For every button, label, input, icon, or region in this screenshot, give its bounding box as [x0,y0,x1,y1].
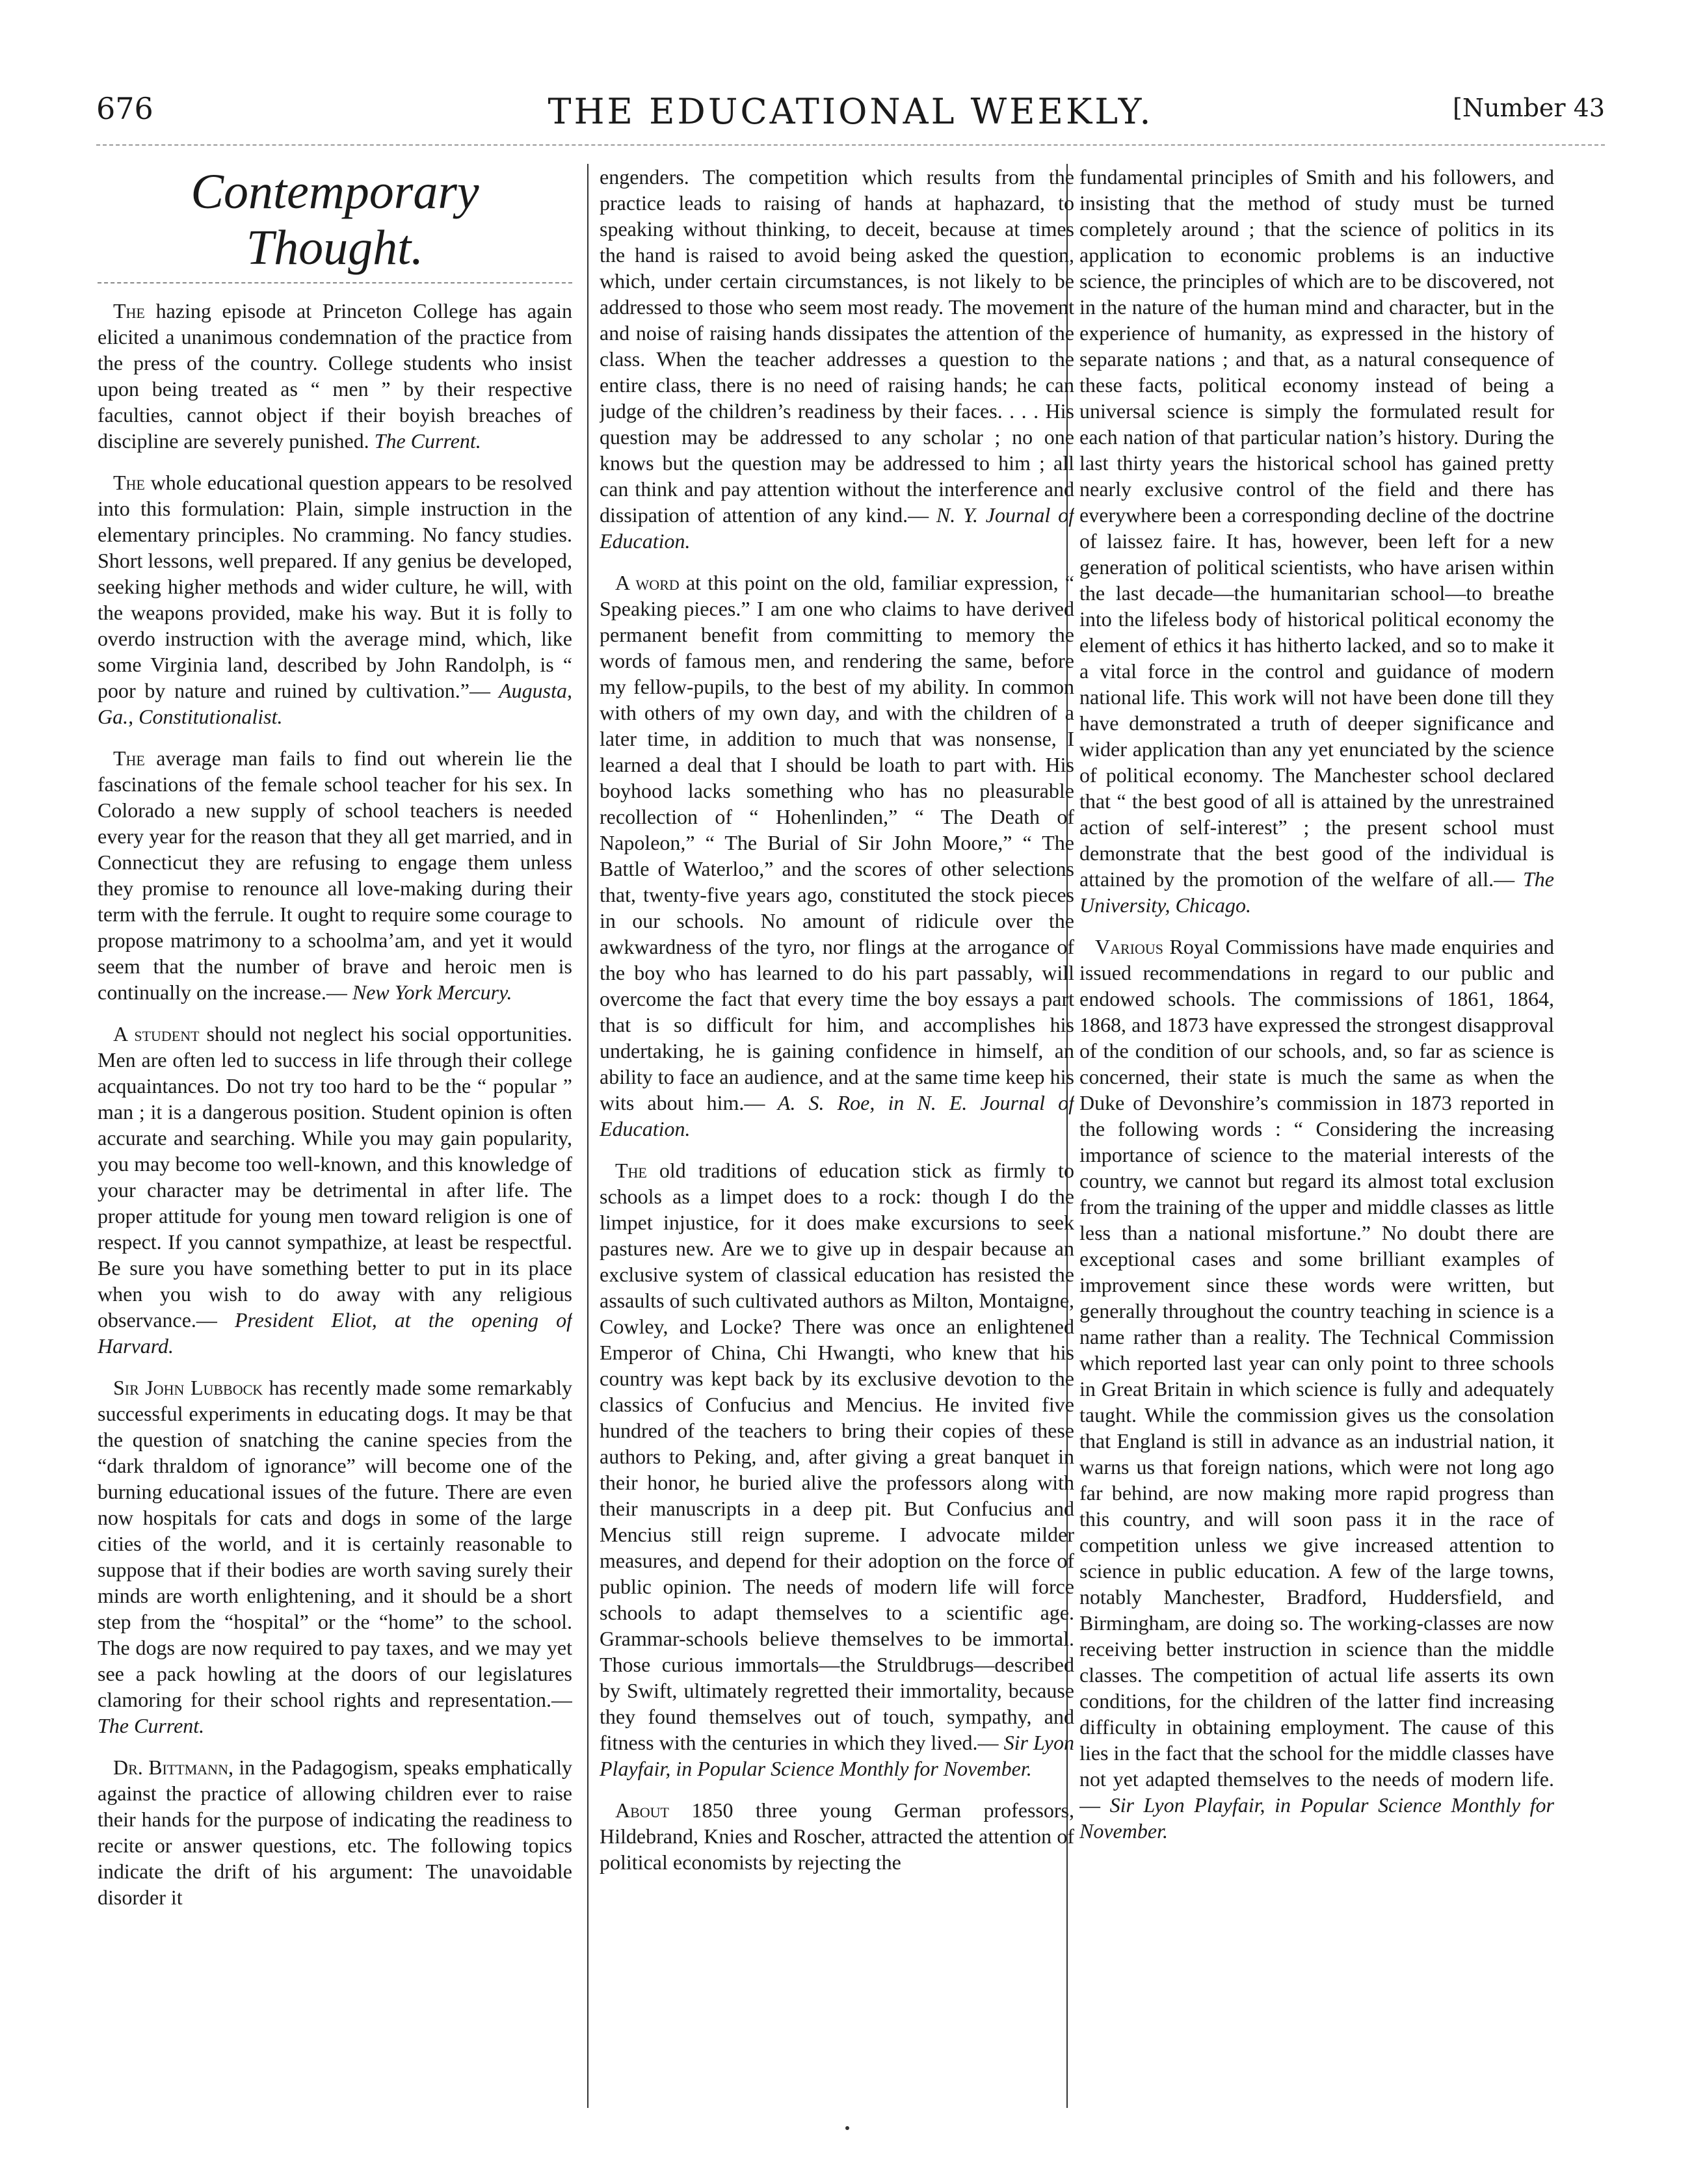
article-paragraph [1079,934,1554,1844]
article-lead: Various [1095,935,1164,958]
article-text: hazing episode at Princeton College has again elicited a unanimous condemnation of the practice from the press of the country. College students who insist upon being treated as “ men ” by their respective faculties, cannot object if their boyish breaches of discipline are severely punished. [98,299,572,453]
article-paragraph [98,1375,572,1739]
column-1 [98,164,572,2114]
article-paragraph [98,1754,572,1910]
article-lead: The [113,746,145,770]
article-lead: The [615,1159,647,1182]
article-lead: A word [615,571,680,594]
running-title: THE EDUCATIONAL WEEKLY. [548,91,1154,132]
article-text: engenders. The competition which results from the practice leads to raising of hands at haphazard, to speaking without thinking, to deceit, because at times the hand is raised to avoid being asked the question, which, under certain circumstances, is not likely to be addressed to those who seem most ready. The movement and noise of raising hands dissipates the attention of the class. When the teacher addresses a question to the entire class, there is no need of raising hands; he can judge of the children’s readiness by their faces. . . . His question may be addressed to any scholar ; no one knows but the question may be addressed to him ; all can think and pay attention without the interference and dissipation of attention of any kind.— [600,165,1074,527]
article-paragraph [98,469,572,730]
article-source: A. S. Roe, in N. E. Journal of Education. [600,1091,1074,1140]
article-text: has recently made some remarkably successful experiments in educating dogs. It may be that the question of snatching the canine species from the “dark thraldom of ignorance” will become one of the burning educational issues of the future. There are even now hospitals for cats and dogs in some of the large cities of the world, and it is certainly reasonable to suppose that if their bodies are worth saving surely their minds are worth enlightening, and it should be a short step from the “hospital” or the “home” to the school. The dogs are now required to pay taxes, and we may yet see a pack howling at the doors of our legislatures clamoring for their school rights and representation.— [98,1376,572,1711]
article-text: at this point on the old, familiar expression, “ Speaking pieces.” I am one who claims to have derived permanent benefit from committing to memory the words of famous men, and rendering the same, before my fellow-pupils, to the best of my ability. In common with others of my own day, and with the children of a later time, in addition to much that was nonsense, I learned a deal that I should be loath to part with. His boyhood lacks something who has no pleasurable recollection of “ Hohenlinden,” “ The Death of Napoleon,” “ The Burial of Sir John Moore,” “ The Battle of Waterloo,” and the scores of other selections that, twenty-five years ago, constituted the stock pieces in our schools. No amount of ridicule over the awkwardness of the tyro, nor flings at the arrogance of the boy who has learned to do his part passably, will overcome the fact that every time the boy essays a part that is so difficult for him, and accomplishes his undertaking, he is gaining confidence in himself, an ability to face an audience, and at the same time keep his wits about him.— [600,571,1074,1114]
article-text: Royal Commissions have made enquiries and issued recommendations in regard to our public and endowed schools. The commissions of 1861, 1864, 1868, and 1873 have expressed the strongest disapproval of the condition of our schools, and, so far as science is concerned, their state is much the same as when the Duke of Devonshire’s commission in 1873 reported in the following words : “ Considering the increasing importance of science to the material interests of the country, we cannot but regard its almost total exclusion from the training of the upper and middle classes as little less than a national misfortune.” No doubt there are exceptional cases and some brilliant examples of improvement since these words were written, but generally throughout the country teaching in science is a name rather than a reality. The Technical Commission which reported last year can only point to three schools in Great Britain in which science is fully and adequately taught. While the commission gives us the consolation that England is still in advance as an industrial nation, it warns us that foreign nations, which were not long ago far behind, are now making more rapid progress than this country, and will soon pass it in the race of competition unless we give increased attention to science in public education. A few of the large towns, notably Manchester, Bradford, Huddersfield, and Birmingham, are doing so. The working-classes are now receiving better instruction in science than the middle classes. The competition of actual life asserts its own conditions, for the children of the latter find increasing difficulty in obtaining employment. The cause of this lies in the fact that the school for the middle classes have not yet adapted themselves to the needs of modern life.— [1079,935,1554,1817]
article-text: average man fails to find out wherein lie the fascinations of the female school teacher for his sex. In Colorado a new supply of school teachers is needed every year for the reason that they all get married, and in Connecticut they are refusing to engage them unless they promise to renounce all love-making during their term with the ferrule. It ought to require some courage to propose matrimony to a schoolma’am, and yet it would seem that the number of brave and heroic men is continually on the increase.— [98,746,572,1004]
page-number: 676 [96,91,153,126]
page-header [96,91,1605,137]
header-rule [96,144,1605,146]
column-2 [600,164,1074,2114]
article-paragraph [600,1797,1074,1875]
article-source: The Current. [369,429,481,453]
article-source: Sir Lyon Playfair, in Popular Science Monthly for November. [600,1731,1074,1780]
article-paragraph [98,1021,572,1359]
section-rule [98,282,572,283]
article-text: should not neglect his social opportunities. Men are often led to success in life through their college acquaintances. Do not try too hard to be the “ popular ” man ; it is a dangerous position. Student opinion is often accurate and searching. While you may gain popularity, you may become too well-known, and this knowledge of your character may be detrimental in after life. The proper attitude for young men toward religion is one of respect. If you cannot sympathize, at least be respectful. Be sure you have something better to put in its place when you wish to do away with any religious observance.— [98,1022,572,1332]
article-source: New York Mercury. [347,980,512,1004]
article-paragraph [98,745,572,1005]
article-source: N. Y. Journal of Education. [600,503,1074,553]
section-title: Contemporary Thought. [191,164,479,275]
article-text: fundamental principles of Smith and his followers, and insisting that the method of study must be turned completely around ; that the science of politics in its application to economic problems is an inductive science, the principles of which are to be discovered, not in the nature of the human mind and character, but in the experience of humanity, as expressed in the history of separate nations ; and that, as a natural consequence of these facts, political economy instead of being a universal science is simply the formulated result for each nation of that particular nation’s history. During the last thirty years the historical school has gained pretty nearly exclusive control of the field and there has everywhere been a corresponding decline of the doctrine of laissez faire. It has, however, been left for a new generation of political scientists, who have arisen within the last decade—the humanitarian school—to breathe into the lifeless body of historical political economy the element of ethics it has hitherto lacked, and so to make it a vital force in the control and guidance of modern national life. This work will not have been done till they have demonstrated a truth of deeper significance and wider application than any yet enunciated by the science of political economy. The Manchester school declared that “ the best good of all is attained by the unrestrained action of self-interest” ; the present school must demonstrate that the best good of the individual is attained by the promotion of the welfare of all.— [1079,165,1554,891]
article-paragraph [600,164,1074,554]
article-source: The University, Chicago. [1079,867,1554,917]
article-lead: A student [113,1022,200,1046]
column-3-body [1079,164,1554,1844]
column-2-body [600,164,1074,1875]
article-lead: About [615,1798,669,1822]
article-lead: Sir John Lubbock [113,1376,263,1399]
article-paragraph [1079,164,1554,918]
article-source: The Current. [98,1714,205,1737]
column-3 [1079,164,1554,2114]
article-text: old traditions of education stick as firmly to schools as a limpet does to a rock: though I do the limpet injustice, for it does make excursions to seek pastures new. Are we to give up in despair because an exclusive system of classical education has resisted the assaults of such cultivated authors as Milton, Montaigne, Cowley, and Locke? There was once an enlightened Emperor of China, Chi Hwangti, who knew that his country was kept back by its exclusive devotion to the classics of Confucius and Mencius. He invited five hundred of the teachers to bring their copies of these authors to Peking, and, after giving a great banquet in their honor, he buried alive the professors along with their manuscripts in a deep pit. But Confucius and Mencius still reign supreme. I advocate milder measures, and depend for their adoption on the force of public opinion. The needs of modern life will force schools to adapt themselves to a scientific age. Grammar-schools believe themselves to be immortal. Those curious immortals—the Struldbrugs—described by Swift, ultimately regretted their immortality, because they found themselves out of touch, sympathy, and fitness with the centuries in which they lived.— [600,1159,1074,1754]
article-text: in the Padagogism, speaks emphatically against the practice of allowing children ever to raise their hands for the purpose of indicating the readiness to recite or answer questions, etc. The following topics indicate the drift of his argument: The unavoidable disorder it [98,1756,572,1909]
footer-mark [845,2126,849,2130]
article-source: President Eliot, at the opening of Harvard. [98,1308,572,1358]
column-1-body [98,298,572,1910]
article-paragraph [600,1157,1074,1782]
issue-number: [Number 43 [1453,94,1605,122]
column-rule [587,164,588,2108]
article-source: Sir Lyon Playfair, in Popular Science Monthly for November. [1079,1793,1554,1843]
article-paragraph [98,298,572,454]
article-source: Augusta, Ga., Constitutionalist. [98,679,572,728]
article-paragraph [600,570,1074,1142]
article-text: 1850 three young German professors, Hildebrand, Knies and Roscher, attracted the attention of political economists by rejecting the [600,1798,1074,1874]
article-lead: The [113,471,145,494]
article-lead: Dr. Bittmann, [113,1756,233,1779]
article-lead: The [113,299,145,322]
article-text: whole educational question appears to be resolved into this formulation: Plain, simple instruction in the elementary principles. No cramming. No fancy studies. Short lessons, well prepared. If any genius be developed, seeking higher methods and wider culture, he will, with the weapons provided, make his way. But it is folly to overdo instruction with the average mind, which, like some Virginia land, described by John Randolph, is “ poor by nature and ruined by cultivation.”— [98,471,572,702]
